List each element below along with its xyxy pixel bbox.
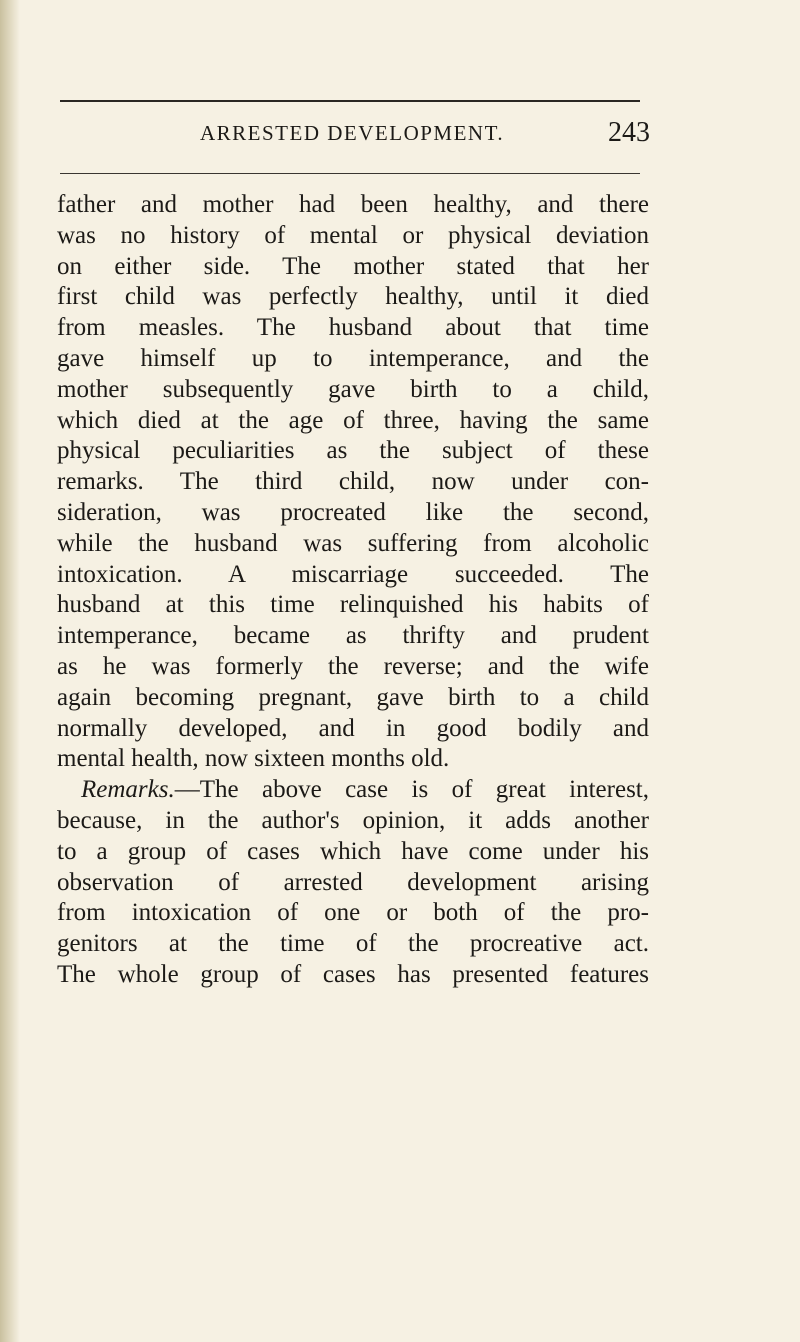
header-underline-rule <box>60 173 640 174</box>
text-line: intoxication. A miscarriage succeeded. The <box>57 560 649 588</box>
text-line: because, in the author's opinion, it adds another <box>57 806 649 834</box>
text-line: again becoming pregnant, gave birth to a child <box>57 683 649 711</box>
text-line: The whole group of cases has presented features <box>57 960 649 988</box>
text-line: on either side. The mother stated that her <box>57 252 649 280</box>
remarks-first-line-text: —The above case is of great interest, <box>174 776 649 804</box>
header-rule <box>60 100 640 102</box>
text-line: to a group of cases which have come under his <box>57 837 649 865</box>
text-line: intemperance, became as thrifty and prudent <box>57 622 649 650</box>
text-line: normally developed, and in good bodily and <box>57 714 649 742</box>
remarks-label: Remarks. <box>81 776 175 804</box>
text-line: remarks. The third child, now under con- <box>57 468 649 496</box>
text-line: first child was perfectly healthy, until it died <box>57 283 649 311</box>
text-line: physical peculiarities as the subject of these <box>57 437 649 465</box>
text-line: from intoxication of one or both of the pro- <box>57 899 649 927</box>
text-line: mother subsequently gave birth to a child, <box>57 375 649 403</box>
text-line: which died at the age of three, having the same <box>57 406 649 434</box>
text-line: sideration, was procreated like the second, <box>57 498 649 526</box>
text-line: father and mother had been healthy, and there <box>57 191 649 218</box>
text-line: genitors at the time of the procreative act. <box>57 930 649 958</box>
running-head-title: ARRESTED DEVELOPMENT. <box>200 121 505 145</box>
text-line: husband at this time relinquished his habits of <box>57 591 649 619</box>
text-line-paragraph-end: mental health, now sixteen months old. <box>57 745 450 773</box>
text-line: while the husband was suffering from alcoholic <box>57 529 649 557</box>
page-number: 243 <box>608 117 650 148</box>
text-line: gave himself up to intemperance, and the <box>57 344 649 372</box>
text-line: was no history of mental or physical deviation <box>57 221 649 249</box>
running-head <box>200 117 650 157</box>
remarks-first-line <box>57 775 649 806</box>
text-line: as he was formerly the reverse; and the wife <box>57 652 649 680</box>
body-text <box>57 190 649 991</box>
page-edge-shadow <box>0 0 20 1342</box>
text-line: from measles. The husband about that time <box>57 314 649 342</box>
text-line: observation of arrested development arising <box>57 868 649 896</box>
